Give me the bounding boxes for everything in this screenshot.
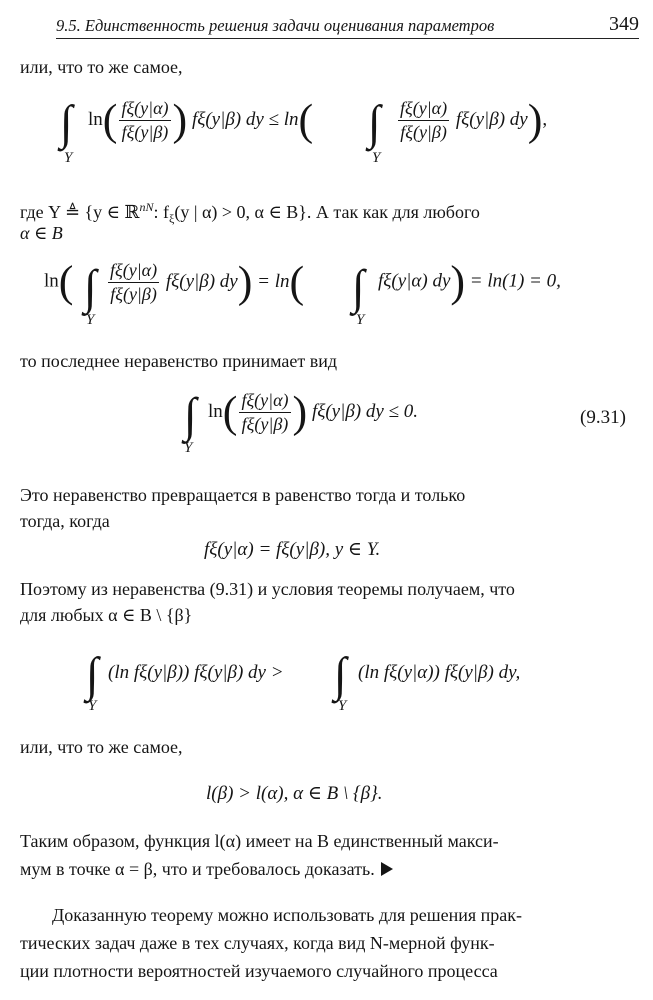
fraction: $\frac{f\xi(y|\alpha)}{f\xi(y|\beta)}$: [110, 260, 158, 304]
eq1-right: fξ(y|β) dy: [455, 108, 528, 130]
paragraph-2-cont: α ∈ B: [20, 223, 63, 243]
paragraph-10: мум в точке α = β, что и требовалось доказать.: [20, 856, 393, 882]
integral-sign: ∫: [86, 647, 99, 702]
equation-4: fξ(y|α) = fξ(y|β), y ∈ Y.: [204, 539, 381, 560]
paragraph-13: ции плотности вероятностей изучаемого случайного процесса: [20, 961, 498, 981]
paragraph-9: Таким образом, функция l(α) имеет на B единственный макси-: [20, 831, 499, 851]
paragraph-3: то последнее неравенство принимает вид: [20, 351, 337, 371]
paragraph-2: где Y ≜ {y ∈ ℝ$^{nN}$: $f_\xi(y$ | α) > 0, α ∈ B}. А так как для любого: [20, 200, 480, 226]
equation-number: (9.31): [580, 407, 626, 428]
fraction: $\frac{f\xi(y|\alpha)}{f\xi(y|\beta)}$: [121, 98, 169, 142]
integral-sign: ∫: [184, 387, 197, 442]
paragraph-8: или, что то же самое,: [20, 737, 183, 757]
integral-sign: ∫: [60, 95, 73, 150]
paragraph-7: для любых α ∈ B \ {β}: [20, 605, 193, 625]
equation-6: l(β) > l(α), α ∈ B \ {β}.: [206, 783, 383, 804]
paragraph-11: Доказанную теорему можно использовать для решения прак-: [52, 905, 523, 925]
paragraph-5: тогда, когда: [20, 511, 110, 531]
fraction: $\frac{f\xi(y|\alpha)}{f\xi(y|\beta)}$: [241, 390, 289, 434]
paragraph-12: тических задач даже в тех случаях, когда вид N-мерной функ-: [20, 933, 495, 953]
integral-domain: Y: [356, 312, 365, 328]
paragraph-1: или, что то же самое,: [20, 57, 183, 77]
fraction: $\frac{f\xi(y|\alpha)}{f\xi(y|\beta)}$: [400, 98, 448, 142]
paragraph-4: Это неравенство превращается в равенство тогда и только: [20, 485, 466, 505]
integral-domain: Y: [184, 440, 193, 456]
integral-sign: ∫: [84, 259, 97, 314]
integral-domain: Y: [372, 150, 381, 166]
paragraph-6: Поэтому из неравенства (9.31) и условия теоремы получаем, что: [20, 579, 515, 599]
integral-domain: Y: [338, 698, 347, 714]
integral-domain: Y: [86, 312, 95, 328]
eq1-middle: fξ(y|β) dy ≤ ln: [191, 108, 299, 130]
integral-domain: Y: [88, 698, 97, 714]
ln-operator: ln: [88, 108, 103, 130]
integral-domain: Y: [64, 150, 73, 166]
integral-sign: ∫: [352, 259, 365, 314]
running-title: 9.5. Единственность решения задачи оценивания параметров: [56, 16, 495, 35]
end-of-proof-icon: [381, 862, 393, 876]
page-number: 349: [609, 13, 639, 35]
page-header: [56, 12, 639, 39]
integral-sign: ∫: [368, 95, 381, 150]
integral-sign: ∫: [334, 647, 347, 702]
